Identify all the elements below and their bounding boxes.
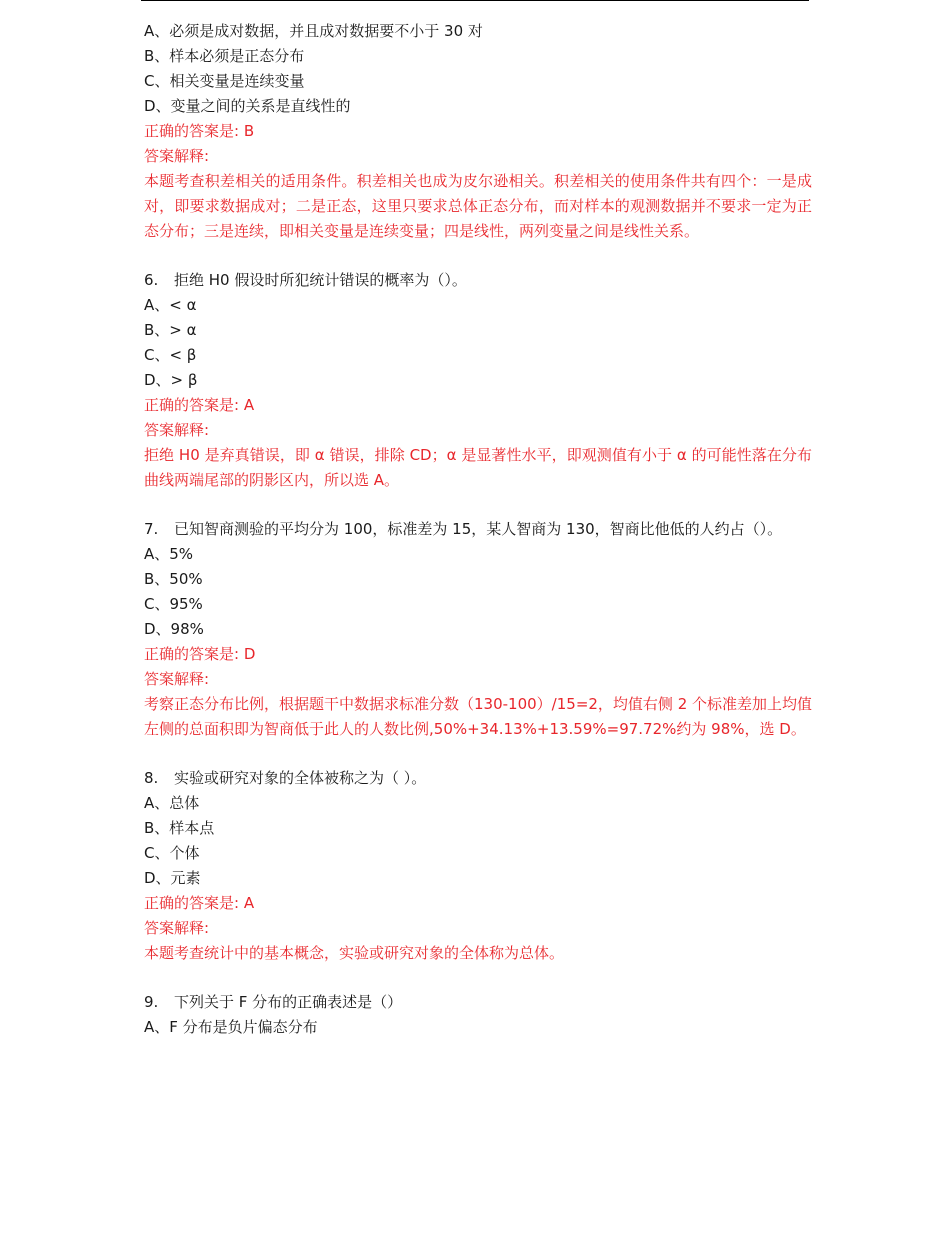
option-b: B、50% <box>144 570 203 588</box>
top-rule <box>141 0 809 1</box>
question-title <box>144 766 812 791</box>
option-c: C、95% <box>144 595 203 613</box>
explanation-text: 考察正态分布比例，根据题干中数据求标准分数（130-100）/15=2，均值右侧 2 个标准差加上均值左侧的总面积即为智商低于此人的人数比例,50%+34.13%+13.59%=97.72%约为 98%，选 D。 <box>144 695 813 738</box>
option-c: C、< β <box>144 346 197 364</box>
option-b: B、样本点 <box>144 819 215 837</box>
question-number: 7. <box>144 520 159 538</box>
explain-label: 答案解释: <box>144 421 210 439</box>
question-text: 拒绝 H0 假设时所犯统计错误的概率为（）。 <box>174 271 467 289</box>
question-title <box>144 990 812 1015</box>
correct-answer: 正确的答案是: B <box>144 122 255 140</box>
document-body <box>144 19 812 1040</box>
correct-answer: 正确的答案是: A <box>144 894 255 912</box>
question-text: 实验或研究对象的全体被称之为（ ）。 <box>174 769 427 787</box>
question-6 <box>144 268 812 493</box>
option-a: A、< α <box>144 296 197 314</box>
explain-label: 答案解释: <box>144 919 210 937</box>
prev-question <box>144 19 812 244</box>
option-a: A、F 分布是负片偏态分布 <box>144 1018 318 1036</box>
option-d: D、> β <box>144 371 198 389</box>
option-d: D、98% <box>144 620 204 638</box>
question-title <box>144 517 812 542</box>
option-a: A、总体 <box>144 794 200 812</box>
question-9 <box>144 990 812 1040</box>
question-title <box>144 268 812 293</box>
correct-answer: 正确的答案是: A <box>144 396 255 414</box>
explanation-text: 拒绝 H0 是弃真错误，即 α 错误，排除 CD；α 是显著性水平，即观测值有小于 α 的可能性落在分布曲线两端尾部的阴影区内，所以选 A。 <box>144 446 812 489</box>
explanation-text: 本题考查积差相关的适用条件。积差相关也成为皮尔逊相关。积差相关的使用条件共有四个：一是成对，即要求数据成对；二是正态，这里只要求总体正态分布，而对样本的观测数据并不要求一定为正态分布；三是连续，即相关变量是连续变量；四是线性，两列变量之间是线性关系。 <box>144 172 812 240</box>
correct-answer: 正确的答案是: D <box>144 645 256 663</box>
explain-label: 答案解释: <box>144 670 210 688</box>
question-number: 9. <box>144 993 159 1011</box>
option-d: D、元素 <box>144 869 201 887</box>
question-number: 6. <box>144 271 159 289</box>
question-text: 下列关于 F 分布的正确表述是（） <box>174 993 403 1011</box>
option-c: C、个体 <box>144 844 200 862</box>
option-a: A、5% <box>144 545 194 563</box>
option-b: B、> α <box>144 321 197 339</box>
question-text: 已知智商测验的平均分为 100，标准差为 15，某人智商为 130，智商比他低的人约占（）。 <box>174 520 783 538</box>
question-number: 8. <box>144 769 159 787</box>
option-b: B、样本必须是正态分布 <box>144 47 305 65</box>
option-c: C、相关变量是连续变量 <box>144 72 305 90</box>
question-8 <box>144 766 812 966</box>
question-7 <box>144 517 812 742</box>
explain-label: 答案解释: <box>144 147 210 165</box>
option-a: A、必须是成对数据，并且成对数据要不小于 30 对 <box>144 22 483 40</box>
explanation-text: 本题考查统计中的基本概念，实验或研究对象的全体称为总体。 <box>144 944 565 962</box>
option-d: D、变量之间的关系是直线性的 <box>144 97 351 115</box>
